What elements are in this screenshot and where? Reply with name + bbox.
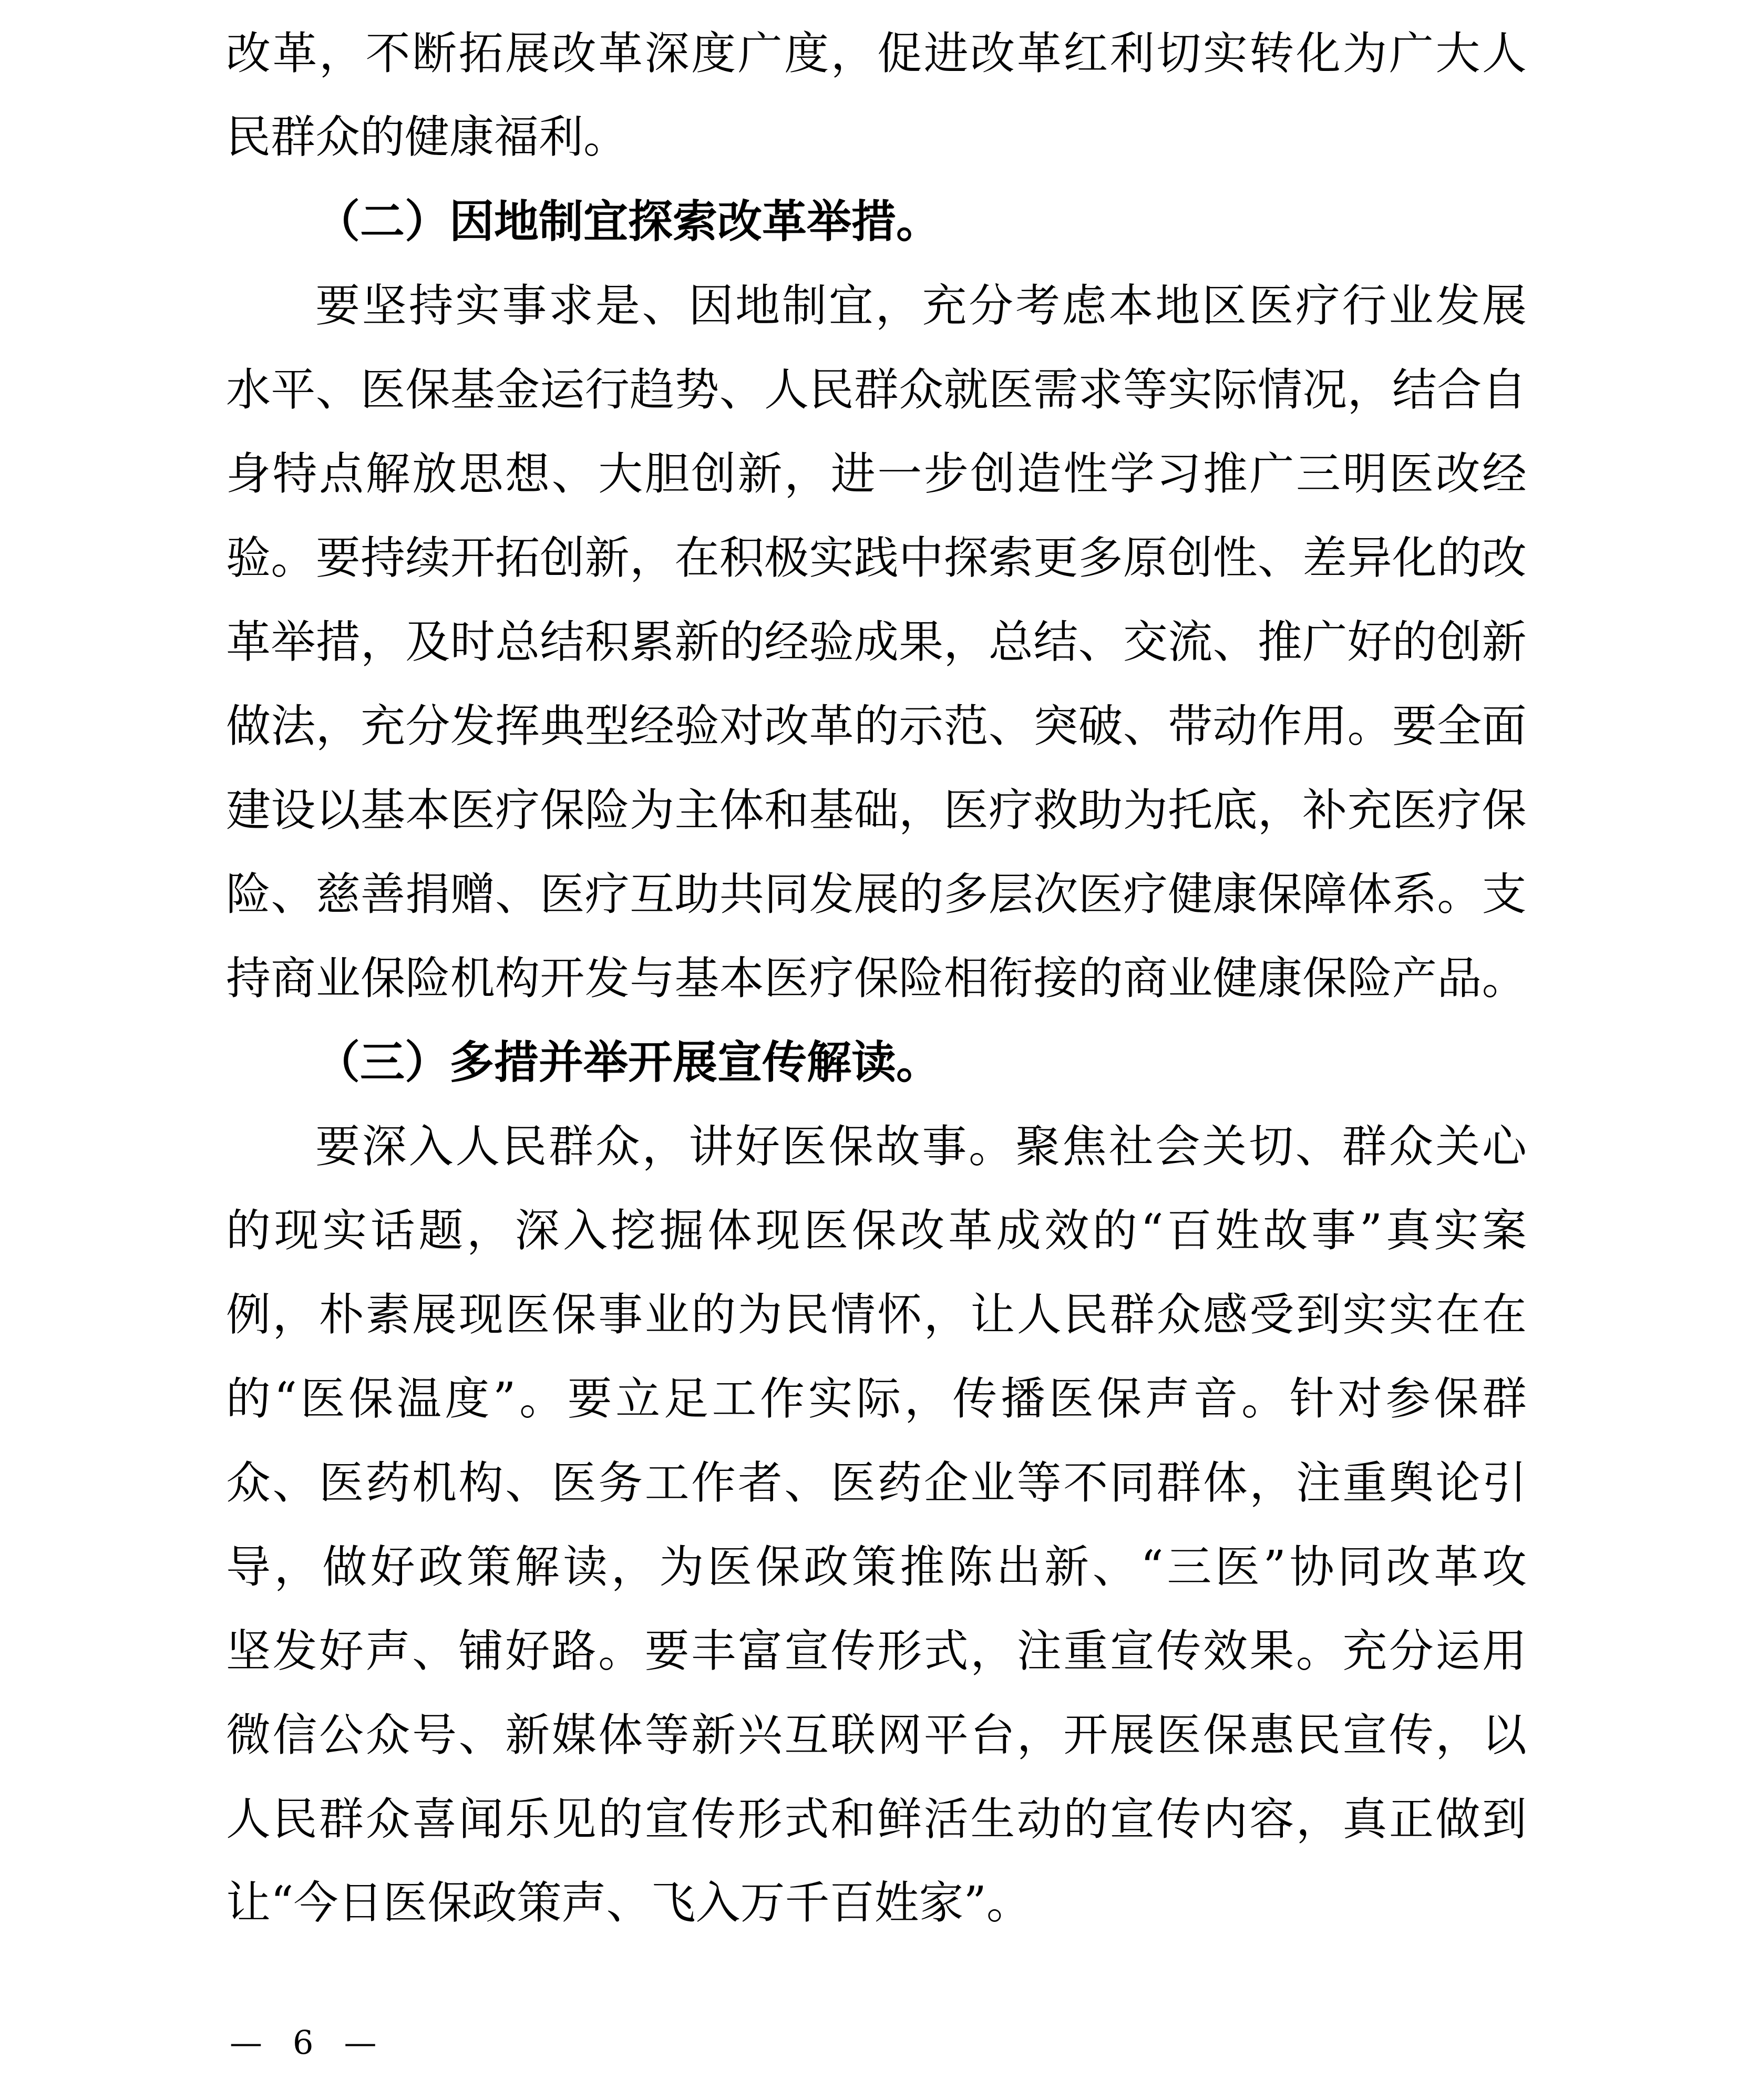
text-line: 持 商 业 保 险 机 构 开 发 与 基 本 医 疗 保 险 相 衔 接 的 商 业 健 康 保 险 产 品 。 [226,952,1527,1005]
text-line: 让“今日医保政策声、飞入万千百姓家”。 [226,1877,1031,1929]
text-line: 坚 发 好 声 、 铺 好 路 。 要 丰 富 宣 传 形 式 ， 注 重 宣 传 效 果 。 充 分 运 用 [226,1625,1527,1677]
page-number-right-dash: — [344,2023,377,2062]
text-line: 改 革 ， 不 断 拓 展 改 革 深 度 广 度 ， 促 进 改 革 红 利 切 实 转 化 为 广 大 人 [226,27,1527,80]
text-line: 导 ， 做 好 政 策 解 读 ， 为 医 保 政 策 推 陈 出 新 、 “ 三 医 ” 协 同 改 革 攻 [226,1541,1527,1593]
text-line: （三）多措并举开展宣传解读。 [315,1036,941,1089]
section-heading-2 [226,180,1527,264]
text-line: 验 。 要 持 续 开 拓 创 新 ， 在 积 极 实 践 中 探 索 更 多 原 创 性 、 差 异 化 的 改 [226,532,1527,584]
paragraph-continuation [226,12,1527,180]
text-line: 水 平 、 医 保 基 金 运 行 趋 势 、 人 民 群 众 就 医 需 求 等 实 际 情 况 ， 结 合 自 [226,364,1527,416]
page-number-value: 6 [293,2023,314,2062]
page-number-left-dash: — [230,2023,262,2062]
text-line: 例 ， 朴 素 展 现 医 保 事 业 的 为 民 情 怀 ， 让 人 民 群 众 感 受 到 实 实 在 在 [226,1289,1527,1341]
text-line: 众 、 医 药 机 构 、 医 务 工 作 者 、 医 药 企 业 等 不 同 群 体 ， 注 重 舆 论 引 [226,1457,1527,1509]
text-line: 要 深 入 人 民 群 众 ， 讲 好 医 保 故 事 。 聚 焦 社 会 关 切 、 群 众 关 心 [315,1120,1527,1173]
text-line: 身 特 点 解 放 思 想 、 大 胆 创 新 ， 进 一 步 创 造 性 学 习 推 广 三 明 医 改 经 [226,448,1527,500]
text-line: 微 信 公 众 号 、 新 媒 体 等 新 兴 互 联 网 平 台 ， 开 展 医 保 惠 民 宣 传 ， 以 [226,1709,1527,1762]
text-line: 要 坚 持 实 事 求 是 、 因 地 制 宜 ， 充 分 考 虑 本 地 区 医 疗 行 业 发 展 [315,280,1527,332]
text-line: （二）因地制宜探索改革举措。 [315,195,941,248]
section-2-paragraph [226,264,1527,1021]
text-line: 民群众的健康福利。 [226,111,629,163]
text-line: 建 设 以 基 本 医 疗 保 险 为 主 体 和 基 础 ， 医 疗 救 助 为 托 底 ， 补 充 医 疗 保 [226,784,1527,837]
text-line: 险 、 慈 善 捐 赠 、 医 疗 互 助 共 同 发 展 的 多 层 次 医 疗 健 康 保 障 体 系 。 支 [226,868,1527,921]
section-heading-3 [226,1021,1527,1105]
body-text [226,12,1527,1945]
text-line: 做 法 ， 充 分 发 挥 典 型 经 验 对 改 革 的 示 范 、 突 破 、 带 动 作 用 。 要 全 面 [226,700,1527,753]
text-line: 的 现 实 话 题 ， 深 入 挖 掘 体 现 医 保 改 革 成 效 的 “ 百 姓 故 事 ” 真 实 案 [226,1205,1527,1257]
text-line: 革 举 措 ， 及 时 总 结 积 累 新 的 经 验 成 果 ， 总 结 、 交 流 、 推 广 好 的 创 新 [226,616,1527,668]
page-number [230,2019,376,2066]
section-3-paragraph [226,1105,1527,1945]
text-line: 人 民 群 众 喜 闻 乐 见 的 宣 传 形 式 和 鲜 活 生 动 的 宣 传 内 容 ， 真 正 做 到 [226,1793,1527,1846]
text-line: 的 “ 医 保 温 度 ” 。 要 立 足 工 作 实 际 ， 传 播 医 保 声 音 。 针 对 参 保 群 [226,1373,1527,1425]
